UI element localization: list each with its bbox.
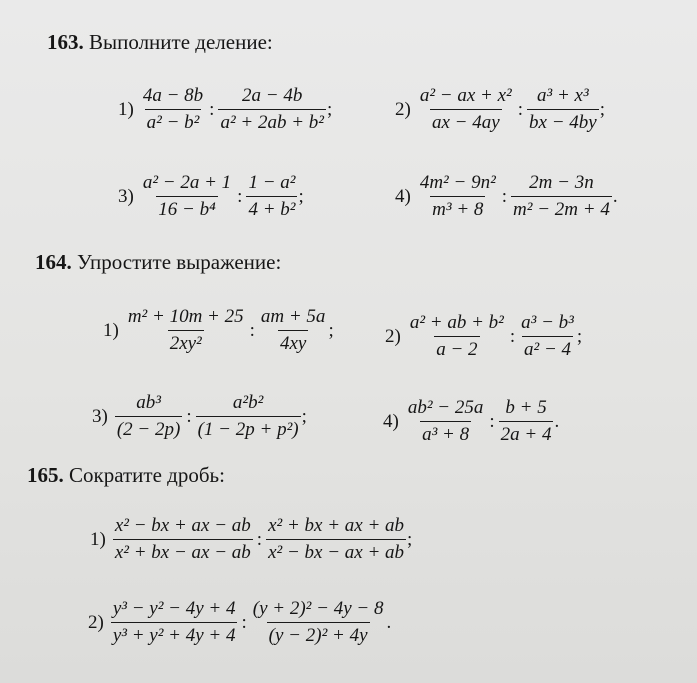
- fraction-right: [510, 172, 613, 221]
- problem-164-4: [383, 397, 559, 446]
- division-sign: :: [501, 185, 508, 207]
- fraction-right: [518, 312, 577, 361]
- denominator: 2a + 4: [499, 421, 554, 446]
- numerator: a²b²: [232, 392, 264, 413]
- fraction-left: [407, 312, 507, 361]
- problem-164-2: [385, 312, 582, 361]
- denominator: 4xy: [278, 330, 308, 355]
- problem-164-1: [103, 306, 334, 355]
- denominator: 16 − b⁴: [156, 196, 217, 221]
- numerator: 2m − 3n: [529, 172, 594, 193]
- section-header-163: [47, 30, 273, 55]
- punctuation: ;: [407, 528, 413, 550]
- fraction-right: [498, 397, 555, 446]
- section-number: 164.: [35, 250, 72, 274]
- problem-165-2: [88, 598, 391, 647]
- fraction-left: [110, 598, 239, 647]
- numerator: 4a − 8b: [142, 85, 204, 106]
- fraction-right: [526, 85, 600, 134]
- problem-label: 3): [92, 405, 108, 427]
- denominator: (2 − 2p): [115, 416, 182, 441]
- numerator: m² + 10m + 25: [127, 306, 244, 327]
- denominator: x² − bx − ax + ab: [266, 539, 406, 564]
- numerator: ab² − 25a: [407, 397, 484, 418]
- problem-165-1: [90, 515, 412, 564]
- problem-label: 3): [118, 185, 134, 207]
- numerator: 4m² − 9n²: [419, 172, 496, 193]
- fraction-left: [140, 85, 206, 134]
- division-sign: :: [237, 185, 243, 207]
- numerator: a² + ab + b²: [409, 312, 504, 333]
- numerator: x² − bx + ax − ab: [114, 515, 251, 536]
- fraction-left: [114, 392, 183, 441]
- punctuation: ;: [326, 98, 333, 120]
- fraction-right: [217, 85, 327, 134]
- fraction-left: [125, 306, 247, 355]
- numerator: 2a − 4b: [242, 85, 303, 106]
- section-number: 165.: [27, 463, 64, 487]
- denominator: y³ + y² + 4y + 4: [111, 622, 238, 647]
- denominator: 4 + b²: [246, 196, 297, 221]
- numerator: a³ + x³: [537, 85, 589, 106]
- numerator: a² − ax + x²: [419, 85, 512, 106]
- problem-164-3: [92, 392, 307, 441]
- punctuation: ;: [298, 185, 304, 207]
- numerator: x² + bx + ax + ab: [268, 515, 405, 536]
- denominator: ax − 4ay: [430, 109, 502, 134]
- problem-163-4: [395, 172, 618, 221]
- denominator: a³ + 8: [420, 421, 471, 446]
- problem-label: 4): [395, 185, 411, 207]
- section-header-165: [27, 463, 225, 488]
- division-sign: :: [256, 528, 263, 550]
- section-number: 163.: [47, 30, 84, 54]
- denominator: 2xy²: [168, 330, 204, 355]
- section-title: Упростите выражение:: [77, 250, 282, 274]
- denominator: m³ + 8: [430, 196, 485, 221]
- problem-label: 2): [88, 611, 104, 633]
- denominator: a² − b²: [145, 109, 202, 134]
- punctuation: ;: [301, 405, 307, 427]
- problem-label: 1): [103, 319, 119, 341]
- fraction-right: [265, 515, 407, 564]
- denominator: a − 2: [434, 336, 479, 361]
- numerator: b + 5: [505, 397, 547, 418]
- numerator: 1 − a²: [248, 172, 296, 193]
- problem-label: 4): [383, 410, 399, 432]
- numerator: a² − 2a + 1: [142, 172, 232, 193]
- problem-163-3: [118, 172, 304, 221]
- division-sign: :: [489, 410, 495, 432]
- denominator: (1 − 2p + p²): [196, 416, 301, 441]
- denominator: bx − 4by: [527, 109, 599, 134]
- problem-label: 2): [385, 325, 401, 347]
- punctuation: ;: [328, 319, 334, 341]
- denominator: (y − 2)² + 4y: [267, 622, 370, 647]
- section-header-164: [35, 250, 281, 275]
- division-sign: :: [241, 611, 247, 633]
- punctuation: .: [612, 185, 618, 207]
- division-sign: :: [186, 405, 192, 427]
- problem-163-2: [395, 85, 605, 134]
- punctuation: ;: [599, 98, 605, 120]
- numerator: ab³: [136, 392, 161, 413]
- problem-label: 2): [395, 98, 411, 120]
- division-sign: :: [509, 325, 516, 347]
- fraction-right: [258, 306, 329, 355]
- fraction-left: [417, 172, 499, 221]
- section-title: Сократите дробь:: [69, 463, 225, 487]
- denominator: m² − 2m + 4: [511, 196, 612, 221]
- division-sign: :: [249, 319, 255, 341]
- fraction-left: [405, 397, 487, 446]
- problem-163-1: [118, 85, 332, 134]
- division-sign: :: [517, 98, 524, 120]
- fraction-left: [140, 172, 234, 221]
- numerator: y³ − y² − 4y + 4: [112, 598, 236, 619]
- fraction-left: [417, 85, 515, 134]
- numerator: am + 5a: [260, 306, 326, 327]
- section-title: Выполните деление:: [89, 30, 273, 54]
- punctuation: ;: [576, 325, 583, 347]
- fraction-left: [112, 515, 254, 564]
- problem-label: 1): [90, 528, 106, 550]
- denominator: x² + bx − ax − ab: [113, 539, 253, 564]
- problem-label: 1): [118, 98, 134, 120]
- denominator: a² + 2ab + b²: [218, 109, 326, 134]
- numerator: a³ − b³: [521, 312, 574, 333]
- division-sign: :: [209, 98, 215, 120]
- punctuation: .: [554, 410, 560, 432]
- fraction-right: [245, 172, 298, 221]
- fraction-right: [195, 392, 302, 441]
- denominator: a² − 4: [522, 336, 573, 361]
- fraction-right: [250, 598, 387, 647]
- punctuation: .: [386, 611, 392, 633]
- numerator: (y + 2)² − 4y − 8: [252, 598, 384, 619]
